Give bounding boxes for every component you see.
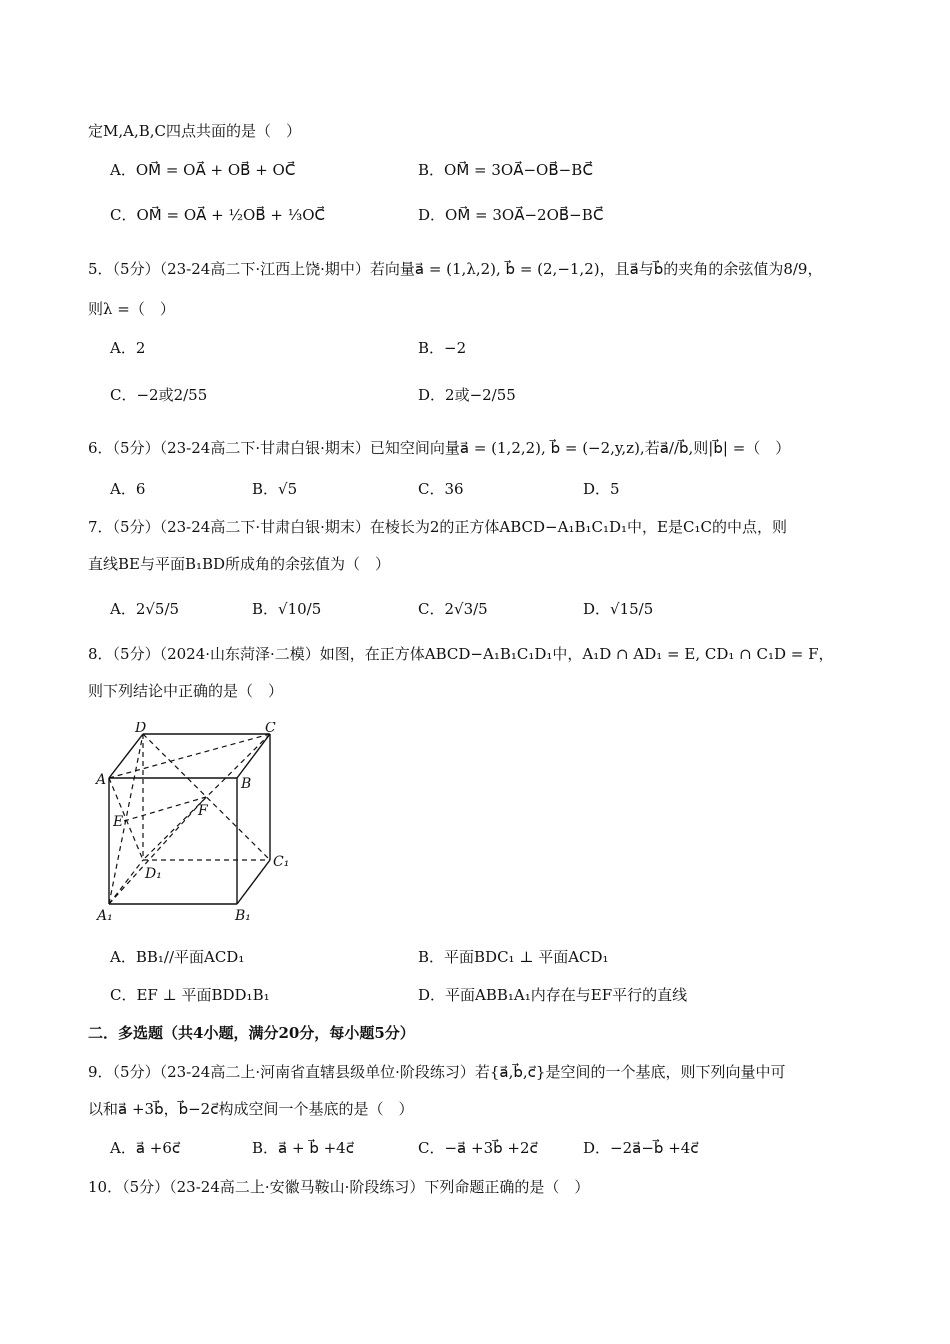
q5-option-b[interactable]: B．−2	[418, 339, 467, 357]
q8-stem-line2: 则下列结论中正确的是（ ）	[88, 682, 284, 700]
q9-option-a[interactable]: A．a⃗ +6c⃗	[110, 1139, 181, 1157]
q5-option-c[interactable]: C．−2或2/55	[110, 386, 208, 404]
cube-figure	[95, 722, 305, 927]
q8-stem-line1: 8．（5分）（2024·山东菏泽·二模）如图，在正方体ABCD−A₁B₁C₁D₁中，A₁D ∩ AD₁ = E, CD₁ ∩ C₁D = F，	[88, 645, 834, 663]
label-a1: A₁	[97, 908, 113, 924]
q7-option-b[interactable]: B．√10/5	[252, 600, 322, 618]
q7-option-a[interactable]: A．2√5/5	[110, 600, 180, 618]
q9-stem-line1: 9．（5分）（23-24高二上·河南省直辖县级单位·阶段练习）若{a⃗,b⃗,c⃗}是空间的一个基底，则下列向量中可	[88, 1063, 786, 1081]
label-a: A	[96, 772, 107, 788]
q9-option-c[interactable]: C．−a⃗ +3b⃗ +2c⃗	[418, 1139, 538, 1157]
q6-option-c[interactable]: C．36	[418, 480, 464, 498]
q8-option-a[interactable]: A．BB₁//平面ACD₁	[110, 948, 245, 966]
q7-stem-line2: 直线BE与平面B₁BD所成角的余弦值为（ ）	[88, 555, 391, 573]
q8-option-b[interactable]: B．平面BDC₁ ⊥ 平面ACD₁	[418, 948, 609, 966]
q9-option-d[interactable]: D．−2a⃗−b⃗ +4c⃗	[583, 1139, 699, 1157]
q5-option-a[interactable]: A．2	[110, 339, 146, 357]
label-c: C	[265, 722, 276, 736]
q6-option-d[interactable]: D．5	[583, 480, 620, 498]
q10-stem: 10．（5分）（23-24高二上·安徽马鞍山·阶段练习）下列命题正确的是（ ）	[88, 1178, 590, 1196]
q6-option-b[interactable]: B．√5	[252, 480, 298, 498]
q9-stem-line2: 以和a⃗ +3b⃗，b⃗−2c⃗构成空间一个基底的是（ ）	[88, 1100, 414, 1118]
label-f: F	[198, 803, 208, 819]
q8-option-d[interactable]: D．平面ABB₁A₁内存在与EF平行的直线	[418, 986, 688, 1004]
q4-option-d[interactable]: D．OM⃗ = 3OA⃗−2OB⃗−BC⃗	[418, 206, 604, 224]
q4-option-c[interactable]: C．OM⃗ = OA⃗ + ½OB⃗ + ⅓OC⃗	[110, 206, 326, 224]
q7-option-d[interactable]: D．√15/5	[583, 600, 654, 618]
q6-stem: 6．（5分）（23-24高二下·甘肃白银·期末）已知空间向量a⃗ = (1,2,2), b⃗ = (−2,y,z),若a⃗//b⃗,则|b⃗| =（ ）	[88, 439, 791, 457]
label-d: D	[135, 722, 147, 736]
q5-stem-line1: 5．（5分）（23-24高二下·江西上饶·期中）若向量a⃗ = (1,λ,2), b⃗ = (2,−1,2)，且a⃗与b⃗的夹角的余弦值为8/9，	[88, 260, 823, 278]
label-b1: B₁	[235, 908, 251, 924]
q7-option-c[interactable]: C．2√3/5	[418, 600, 488, 618]
label-c1: C₁	[273, 854, 290, 870]
q9-option-b[interactable]: B．a⃗ + b⃗ +4c⃗	[252, 1139, 354, 1157]
q7-stem-line1: 7．（5分）（23-24高二下·甘肃白银·期末）在棱长为2的正方体ABCD−A₁B₁C₁D₁中，E是C₁C的中点，则	[88, 518, 787, 536]
label-b: B	[241, 776, 252, 792]
q5-option-d[interactable]: D．2或−2/55	[418, 386, 516, 404]
label-e: E	[113, 814, 124, 830]
q4-option-a[interactable]: A．OM⃗ = OA⃗ + OB⃗ + OC⃗	[110, 161, 296, 179]
q4-stem-continued: 定M,A,B,C四点共面的是（ ）	[88, 122, 301, 140]
q5-stem-line2: 则λ =（ ）	[88, 300, 175, 318]
section-heading-multiple-choice: 二．多选题（共4小题，满分20分，每小题5分）	[88, 1024, 415, 1042]
q4-option-b[interactable]: B．OM⃗ = 3OA⃗−OB⃗−BC⃗	[418, 161, 593, 179]
q8-option-c[interactable]: C．EF ⊥ 平面BDD₁B₁	[110, 986, 270, 1004]
q6-option-a[interactable]: A．6	[110, 480, 146, 498]
label-d1: D₁	[145, 866, 162, 882]
